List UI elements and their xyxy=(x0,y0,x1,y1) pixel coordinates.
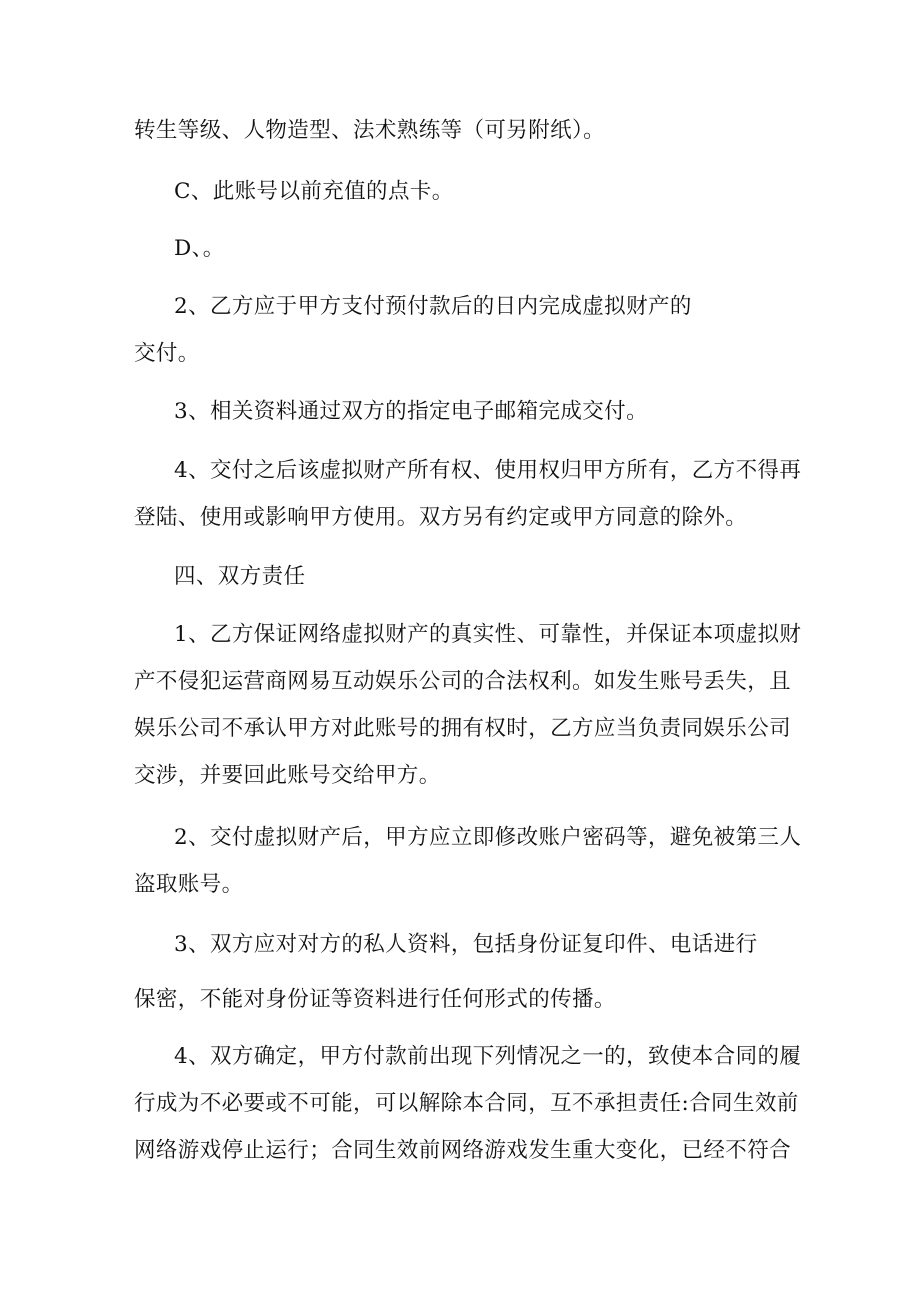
text-line: 产不侵犯运营商网易互动娱乐公司的合法权利。如发生账号丢失，且 xyxy=(134,669,792,694)
text-line: 2、乙方应于甲方支付预付款后的日内完成虚拟财产的 xyxy=(174,294,692,319)
text-line: 1、乙方保证网络虚拟财产的真实性、可靠性，并保证本项虚拟财 xyxy=(174,622,802,647)
text-line: 娱乐公司不承认甲方对此账号的拥有权时，乙方应当负责同娱乐公司 xyxy=(134,716,792,741)
section-heading: 四、双方责任 xyxy=(174,564,306,589)
text-line: 网络游戏停止运行；合同生效前网络游戏发生重大变化，已经不符合 xyxy=(134,1138,792,1163)
text-line: 转生等级、人物造型、法术熟练等（可另附纸）。 xyxy=(134,118,606,143)
text-line: 登陆、使用或影响甲方使用。双方另有约定或甲方同意的除外。 xyxy=(134,505,748,530)
text-line: 保密，不能对身份证等资料进行任何形式的传播。 xyxy=(134,987,616,1012)
text-line: 4、双方确定，甲方付款前出现下列情况之一的，致使本合同的履 xyxy=(174,1044,802,1069)
text-line: 交涉，并要回此账号交给甲方。 xyxy=(134,763,441,788)
text-line: 盗取账号。 xyxy=(134,872,244,897)
text-line: 交付。 xyxy=(134,341,200,366)
text-line: 3、双方应对对方的私人资料，包括身份证复印件、电话进行 xyxy=(174,932,758,957)
text-line: 行成为不必要或不可能，可以解除本合同，互不承担责任:合同生效前 xyxy=(134,1091,799,1116)
text-line: C、此账号以前充值的点卡。 xyxy=(174,179,454,204)
text-line: 3、相关资料通过双方的指定电子邮箱完成交付。 xyxy=(174,399,648,424)
text-line: 2、交付虚拟财产后，甲方应立即修改账户密码等，避免被第三人 xyxy=(174,825,802,850)
text-line: D、。 xyxy=(174,236,225,261)
text-line: 4、交付之后该虚拟财产所有权、使用权归甲方所有，乙方不得再 xyxy=(174,458,802,483)
